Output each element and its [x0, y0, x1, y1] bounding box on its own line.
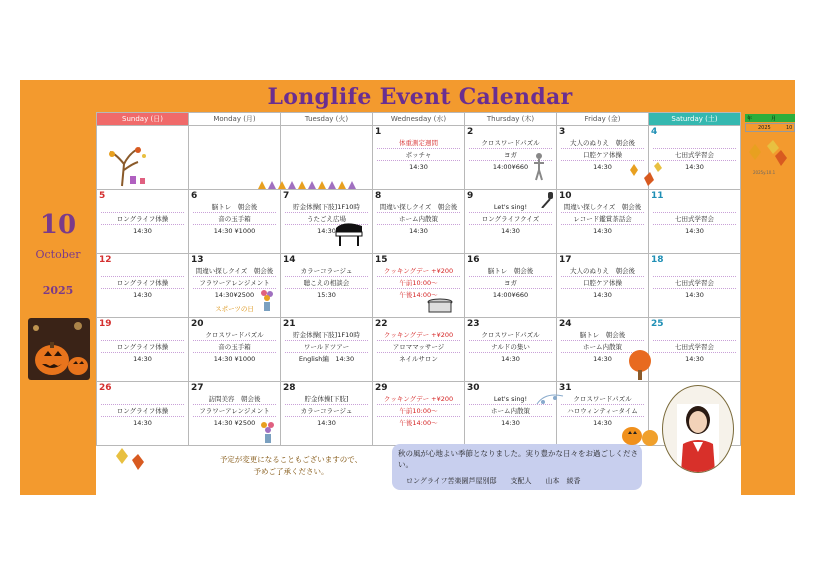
event-text: フラワーアレンジメント — [199, 407, 270, 415]
dotted-divider — [377, 276, 460, 277]
dotted-divider — [469, 276, 552, 277]
event-text: 14:30 — [593, 355, 612, 363]
dotted-divider — [193, 276, 276, 277]
event-text: 訪問美容 朝会後 — [208, 395, 261, 403]
dotted-divider — [377, 288, 460, 289]
day-cell — [373, 382, 465, 446]
event-text: 大人のぬりえ 朝会後 — [570, 267, 635, 275]
dotted-divider — [285, 288, 368, 289]
dotted-divider — [469, 212, 552, 213]
event-text: 脳トレ 朝会後 — [211, 203, 258, 211]
event-text: クッキングデー +¥200 — [383, 395, 454, 403]
event-text: 大人のぬりえ 朝会後 — [570, 139, 635, 147]
day-number: 25 — [651, 319, 664, 329]
event-text: 七田式学習会 — [675, 151, 714, 159]
event-text: クッキングデー +¥200 — [383, 331, 454, 339]
manager-signature: ロングライフ苦楽園芦屋別邸 支配人 山本 綾香 — [406, 477, 581, 485]
event-text: ボッチャ — [405, 151, 432, 159]
event-text: 14:30 — [133, 355, 152, 363]
day-number: 22 — [375, 319, 388, 329]
event-text: 口腔ケア体操 — [583, 151, 622, 159]
dotted-divider — [377, 404, 460, 405]
dotted-divider — [469, 224, 552, 225]
dotted-divider — [193, 404, 276, 405]
event-text: アロママッサージ — [392, 343, 445, 351]
event-text: 音の玉手箱 — [218, 343, 251, 351]
day-number: 7 — [283, 191, 290, 201]
event-text: ロングライフ体操 — [116, 407, 169, 415]
dotted-divider — [561, 148, 644, 149]
dotted-divider — [653, 276, 736, 277]
day-number: 30 — [467, 383, 480, 393]
dotted-divider — [561, 340, 644, 341]
day-number: 28 — [283, 383, 296, 393]
event-text: 間違い探しクイズ 朝会後 — [195, 267, 274, 275]
flower-vase-icon — [258, 288, 276, 312]
day-number: 9 — [467, 191, 474, 201]
day-cell — [97, 318, 189, 382]
event-text: 脳トレ 朝会後 — [487, 267, 534, 275]
day-cell — [281, 382, 373, 446]
event-text: 七田式学習会 — [675, 343, 714, 351]
event-text: 音の玉手箱 — [218, 215, 251, 223]
sidebar-month: October — [35, 248, 81, 261]
day-number: 15 — [375, 255, 388, 265]
dotted-divider — [653, 160, 736, 161]
dotted-divider — [193, 340, 276, 341]
day-cell — [557, 190, 649, 254]
event-text: 14:30 — [501, 227, 520, 235]
event-text: カラーコラージュ — [300, 267, 353, 275]
sidebar-year: 2025 — [42, 284, 74, 297]
weekday-3: Wednesday (水) — [373, 113, 465, 126]
note-line: 予定が変更になることもございますので、 — [219, 455, 363, 464]
event-text: 間違い探しクイズ 朝会後 — [563, 203, 642, 211]
dotted-divider — [193, 224, 276, 225]
dotted-divider — [561, 224, 644, 225]
event-text: 14:30 — [409, 163, 428, 171]
dotted-divider — [193, 416, 276, 417]
event-text: ホーム内散策 — [583, 343, 622, 351]
dotted-divider — [653, 340, 736, 341]
event-text: ロングライフ体操 — [116, 215, 169, 223]
page-title: Longlife Event Calendar — [267, 84, 573, 110]
event-text: ロングライフ体操 — [116, 279, 169, 287]
weekday-header — [97, 113, 741, 126]
event-text: フラワーアレンジメント — [199, 279, 270, 287]
event-text: 口腔ケア体操 — [583, 279, 622, 287]
day-number: 10 — [559, 191, 572, 201]
day-cell — [557, 254, 649, 318]
day-number: 23 — [467, 319, 480, 329]
dotted-divider — [101, 352, 184, 353]
event-text: 14:30 ¥2500 — [213, 419, 256, 427]
dotted-divider — [377, 148, 460, 149]
event-text: ヨガ — [504, 279, 517, 287]
dotted-divider — [101, 288, 184, 289]
event-text: ホーム内散策 — [399, 215, 438, 223]
day-number: 11 — [651, 191, 664, 201]
halloween-pumpkins-icon — [620, 424, 660, 448]
day-number: 4 — [651, 127, 658, 137]
autumn-leaves-icon — [112, 444, 152, 474]
event-text: 14:30 — [593, 419, 612, 427]
day-number: 20 — [191, 319, 204, 329]
event-text: 体重測定週間 — [399, 139, 438, 147]
event-text: 15:30 — [317, 291, 336, 299]
sidebar-day: 10 — [39, 210, 77, 240]
holiday-label: スポーツの日 — [215, 305, 254, 313]
manager-message-bubble — [392, 444, 642, 490]
event-text: 午前10:00～ — [399, 407, 438, 415]
event-text: 14:00¥660 — [492, 163, 529, 171]
note-line: 予めご了承ください。 — [253, 467, 329, 476]
mini-month-label: 月 — [771, 116, 777, 122]
mini-month: 10 — [786, 125, 793, 131]
mini-year: 2025 — [758, 125, 771, 131]
day-cell — [373, 126, 465, 190]
dotted-divider — [101, 340, 184, 341]
day-number: 2 — [467, 127, 474, 137]
day-number: 27 — [191, 383, 204, 393]
event-text: クロスワードパズル — [481, 331, 540, 339]
jack-o-lantern-photo — [28, 318, 90, 380]
weekday-0: Sunday (日) — [97, 113, 189, 126]
event-text: Let's sing! — [493, 395, 528, 403]
event-text: 14:00¥660 — [492, 291, 529, 299]
dotted-divider — [285, 276, 368, 277]
dotted-divider — [653, 288, 736, 289]
schedule-change-note — [161, 454, 421, 478]
dotted-divider — [561, 276, 644, 277]
event-text: 14:30 — [685, 291, 704, 299]
dotted-divider — [193, 352, 276, 353]
dotted-divider — [101, 404, 184, 405]
event-text: クロスワードパズル — [481, 139, 540, 147]
dotted-divider — [285, 352, 368, 353]
event-text: Let's sing! — [493, 203, 528, 211]
dotted-divider — [561, 288, 644, 289]
event-text: 貯金体操[下肢]1F10時 — [293, 203, 360, 211]
dotted-divider — [653, 212, 736, 213]
dotted-divider — [469, 148, 552, 149]
event-text: 貯金体操[下肢] — [304, 395, 349, 403]
day-cell — [97, 382, 189, 446]
event-text: ロングライフクイズ — [481, 215, 540, 223]
event-text: ネイルサロン — [399, 355, 438, 363]
dotted-divider — [653, 224, 736, 225]
day-cell — [189, 318, 281, 382]
event-text: 聴こえの相談会 — [303, 279, 350, 287]
day-number: 16 — [467, 255, 480, 265]
dotted-divider — [285, 212, 368, 213]
tree-illustration — [100, 134, 160, 188]
manager-portrait — [662, 385, 734, 473]
event-text: ハロウィンティータイム — [567, 407, 638, 415]
day-number: 21 — [283, 319, 296, 329]
mini-date-box — [745, 114, 795, 136]
dotted-divider — [285, 340, 368, 341]
event-text: 14:30 — [501, 419, 520, 427]
event-text: クッキングデー +¥200 — [383, 267, 454, 275]
piano-icon — [334, 220, 364, 246]
day-number: 6 — [191, 191, 198, 201]
day-number: 26 — [99, 383, 112, 393]
event-text: 14:30 — [685, 355, 704, 363]
event-text: English編 14:30 — [298, 355, 355, 363]
day-number: 18 — [651, 255, 664, 265]
day-cell — [649, 318, 741, 382]
day-number: 5 — [99, 191, 106, 201]
day-cell — [189, 190, 281, 254]
day-cell — [281, 318, 373, 382]
event-text: 14:30 ¥1000 — [213, 227, 256, 235]
weekday-6: Saturday (土) — [649, 113, 741, 126]
weekday-2: Tuesday (火) — [281, 113, 373, 126]
date-sidebar — [20, 112, 96, 495]
week-row — [97, 190, 741, 254]
autumn-leaves-icon — [624, 160, 664, 190]
dotted-divider — [377, 212, 460, 213]
dotted-divider — [377, 340, 460, 341]
yoga-figure-icon — [532, 152, 546, 182]
event-text: うたごえ広場 — [307, 215, 346, 223]
event-text: 14:30 — [409, 227, 428, 235]
dotted-divider — [101, 224, 184, 225]
day-cell — [465, 254, 557, 318]
autumn-tree-icon — [626, 350, 654, 380]
day-number: 17 — [559, 255, 572, 265]
event-text: 14:30¥2500 — [214, 291, 255, 299]
event-text: 14:30 — [133, 291, 152, 299]
event-text: 14:30 — [133, 419, 152, 427]
bunting-decoration — [258, 179, 368, 189]
day-number: 31 — [559, 383, 572, 393]
dotted-divider — [101, 416, 184, 417]
day-cell — [97, 254, 189, 318]
dotted-divider — [469, 288, 552, 289]
dotted-divider — [285, 416, 368, 417]
event-text: レコード鑑賞茶話会 — [573, 215, 632, 223]
day-cell — [649, 190, 741, 254]
week-row — [97, 254, 741, 318]
dotted-divider — [101, 276, 184, 277]
day-cell — [373, 318, 465, 382]
cooking-pot-icon — [426, 298, 454, 314]
event-text: ヨガ — [504, 151, 517, 159]
day-number: 24 — [559, 319, 572, 329]
day-cell — [281, 254, 373, 318]
day-number: 29 — [375, 383, 388, 393]
event-text: 間違い探しクイズ 朝会後 — [379, 203, 458, 211]
weekday-5: Friday (金) — [557, 113, 649, 126]
dotted-divider — [193, 212, 276, 213]
dotted-divider — [653, 352, 736, 353]
dotted-divider — [653, 148, 736, 149]
dotted-divider — [469, 416, 552, 417]
event-text: ホーム内散策 — [491, 407, 530, 415]
day-number: 8 — [375, 191, 382, 201]
event-text: 14:30 ¥1000 — [213, 355, 256, 363]
event-text: 14:30 — [685, 163, 704, 171]
dotted-divider — [469, 340, 552, 341]
dotted-divider — [377, 160, 460, 161]
day-number: 14 — [283, 255, 296, 265]
flower-vase-icon — [258, 420, 278, 444]
manager-message: 秋の風が心地よい季節となりました。実り豊かな日々をお過ごしください。 — [398, 449, 638, 469]
event-text: 14:30 — [501, 355, 520, 363]
event-text: 14:30 — [593, 227, 612, 235]
day-number: 19 — [99, 319, 112, 329]
day-cell — [373, 190, 465, 254]
autumn-leaves-icon — [745, 138, 790, 168]
dotted-divider — [561, 416, 644, 417]
event-text: 14:30 — [317, 227, 336, 235]
event-text: ロングライフ体操 — [116, 343, 169, 351]
dotted-divider — [377, 416, 460, 417]
music-notes-icon — [535, 388, 565, 408]
event-text: 14:30 — [133, 227, 152, 235]
day-cell — [97, 190, 189, 254]
event-text: 脳トレ 朝会後 — [579, 331, 626, 339]
weekday-1: Monday (月) — [189, 113, 281, 126]
mini-year-label: 年 — [747, 116, 753, 122]
event-text: クロスワードパズル — [205, 331, 264, 339]
dotted-divider — [469, 352, 552, 353]
event-text: 午後14:00～ — [399, 419, 438, 427]
day-cell — [465, 318, 557, 382]
event-text: 午後14:00～ — [399, 291, 438, 299]
day-number: 3 — [559, 127, 566, 137]
day-number: 12 — [99, 255, 112, 265]
day-number: 13 — [191, 255, 204, 265]
event-text: 14:30 — [685, 227, 704, 235]
dotted-divider — [561, 212, 644, 213]
dotted-divider — [561, 404, 644, 405]
day-cell — [649, 254, 741, 318]
event-text: 午前10:00～ — [399, 279, 438, 287]
event-text: 七田式学習会 — [675, 279, 714, 287]
event-text: ナルドの集い — [491, 343, 530, 351]
dotted-divider — [285, 404, 368, 405]
event-text: 14:30 — [317, 419, 336, 427]
mini-note: 2025y.10.1 — [753, 170, 776, 175]
day-number: 1 — [375, 127, 382, 137]
dotted-divider — [377, 352, 460, 353]
microphone-icon — [540, 192, 554, 208]
event-text: 七田式学習会 — [675, 215, 714, 223]
event-text: 14:30 — [593, 163, 612, 171]
event-text: 貯金体操[下肢]1F10時 — [293, 331, 360, 339]
event-text: クロスワードパズル — [573, 395, 632, 403]
weekday-4: Thursday (木) — [465, 113, 557, 126]
dotted-divider — [377, 224, 460, 225]
event-text: 14:30 — [593, 291, 612, 299]
dotted-divider — [101, 212, 184, 213]
event-text: カラーコラージュ — [300, 407, 353, 415]
event-text: ワールドツアー — [303, 343, 350, 351]
